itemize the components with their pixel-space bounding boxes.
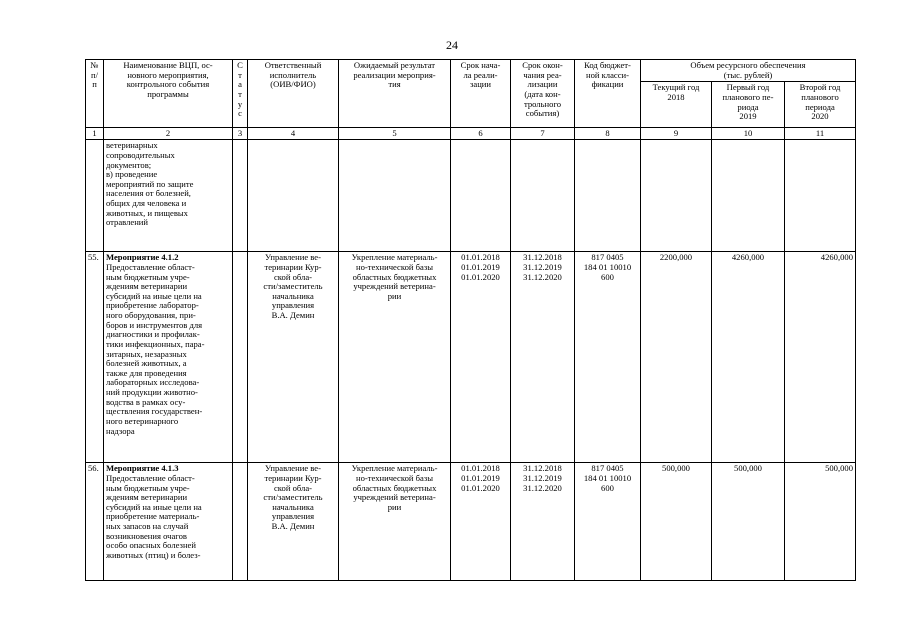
column-number: 8 <box>575 128 641 140</box>
row-status <box>233 463 248 581</box>
row-amount-2019: 500,000 <box>712 463 785 581</box>
row-result: Укрепление материаль- но-технической базы областных бюджетных учреждений ветерина- рии <box>339 252 451 463</box>
row-responsible: Управление ве- теринарии Кур- ской обла- сти/заместитель начальника управления В.А. Демин <box>248 463 339 581</box>
row-result: Укрепление материаль- но-технической базы областных бюджетных учреждений ветерина- рии <box>339 463 451 581</box>
column-number: 11 <box>785 128 856 140</box>
row-start-dates: 01.01.2018 01.01.2019 01.01.2020 <box>451 252 511 463</box>
column-number: 4 <box>248 128 339 140</box>
table-row <box>86 252 856 463</box>
header-status: С т а т у с <box>233 60 248 128</box>
column-number: 6 <box>451 128 511 140</box>
row-kbk: 817 0405 184 01 10010 600 <box>575 463 641 581</box>
header-2019: Первый год планового пе- риода 2019 <box>712 82 785 128</box>
row-end-dates: 31.12.2018 31.12.2019 31.12.2020 <box>511 463 575 581</box>
row-start-dates: 01.01.2018 01.01.2019 01.01.2020 <box>451 463 511 581</box>
column-number: 10 <box>712 128 785 140</box>
continuation-row <box>86 140 856 252</box>
measure-description: Предоставление област- ным бюджетным учре- ждениям ветеринарии субсидий на иные цели на приобретение лаборатор- ного оборудования, при- боров и инструментов для диагностики и профилак- тики инфекционных, пара- зитарных, незаразных болезней животных, а также для проведения лабораторных исследова- ний продукции животно- водства в рамках осу- ществления государствен- ного ветеринарного надзора <box>106 261 205 436</box>
column-number: 9 <box>641 128 712 140</box>
row-amount-2018: 500,000 <box>641 463 712 581</box>
row-amount-2020: 500,000 <box>785 463 856 581</box>
table-row <box>86 463 856 581</box>
measure-title: Мероприятие 4.1.2 <box>106 252 179 263</box>
header-name: Наименование ВЦП, ос- новного мероприятия, контрольного события программы <box>104 60 233 128</box>
header-result: Ожидаемый результат реализации мероприя- тия <box>339 60 451 128</box>
row-amount-2020: 4260,000 <box>785 252 856 463</box>
column-numbers-row <box>86 128 856 140</box>
measure-title: Мероприятие 4.1.3 <box>106 463 179 474</box>
row-number: 55. <box>86 252 104 463</box>
row-number: 56. <box>86 463 104 581</box>
page-number: 24 <box>446 38 458 52</box>
column-number: 7 <box>511 128 575 140</box>
column-number: 2 <box>104 128 233 140</box>
header-start: Срок нача- ла реали- зации <box>451 60 511 128</box>
program-table <box>85 59 856 581</box>
row-status <box>233 252 248 463</box>
header-kbk: Код бюджет- ной класси- фикации <box>575 60 641 128</box>
continuation-text: ветеринарных сопроводительных документов; в) проведение мероприятий по защите населения от болезней, общих для человека и животных, и пищевых отравлений <box>104 140 233 252</box>
header-resources: Объем ресурсного обеспечения (тыс. рублей) <box>641 60 856 82</box>
row-kbk: 817 0405 184 01 10010 600 <box>575 252 641 463</box>
row-responsible: Управление ве- теринарии Кур- ской обла- сти/заместитель начальника управления В.А. Демин <box>248 252 339 463</box>
row-end-dates: 31.12.2018 31.12.2019 31.12.2020 <box>511 252 575 463</box>
row-amount-2019: 4260,000 <box>712 252 785 463</box>
measure-description: Предоставление област- ным бюджетным учре- ждениям ветеринарии субсидий на иные цели на приобретение материаль- ных запасов на случай возникновения очагов особо опасных болезней животных (птиц) и болез- <box>106 472 202 560</box>
column-number: 1 <box>86 128 104 140</box>
column-number: 3 <box>233 128 248 140</box>
header-2018: Текущий год 2018 <box>641 82 712 128</box>
column-number: 5 <box>339 128 451 140</box>
row-amount-2018: 2200,000 <box>641 252 712 463</box>
header-responsible: Ответственный исполнитель (ОИВ/ФИО) <box>248 60 339 128</box>
header-row-1 <box>86 60 856 82</box>
header-end: Срок окон- чания реа- лизации (дата кон- трольного события) <box>511 60 575 128</box>
header-2020: Второй год планового периода 2020 <box>785 82 856 128</box>
header-num: № п/ п <box>86 60 104 128</box>
